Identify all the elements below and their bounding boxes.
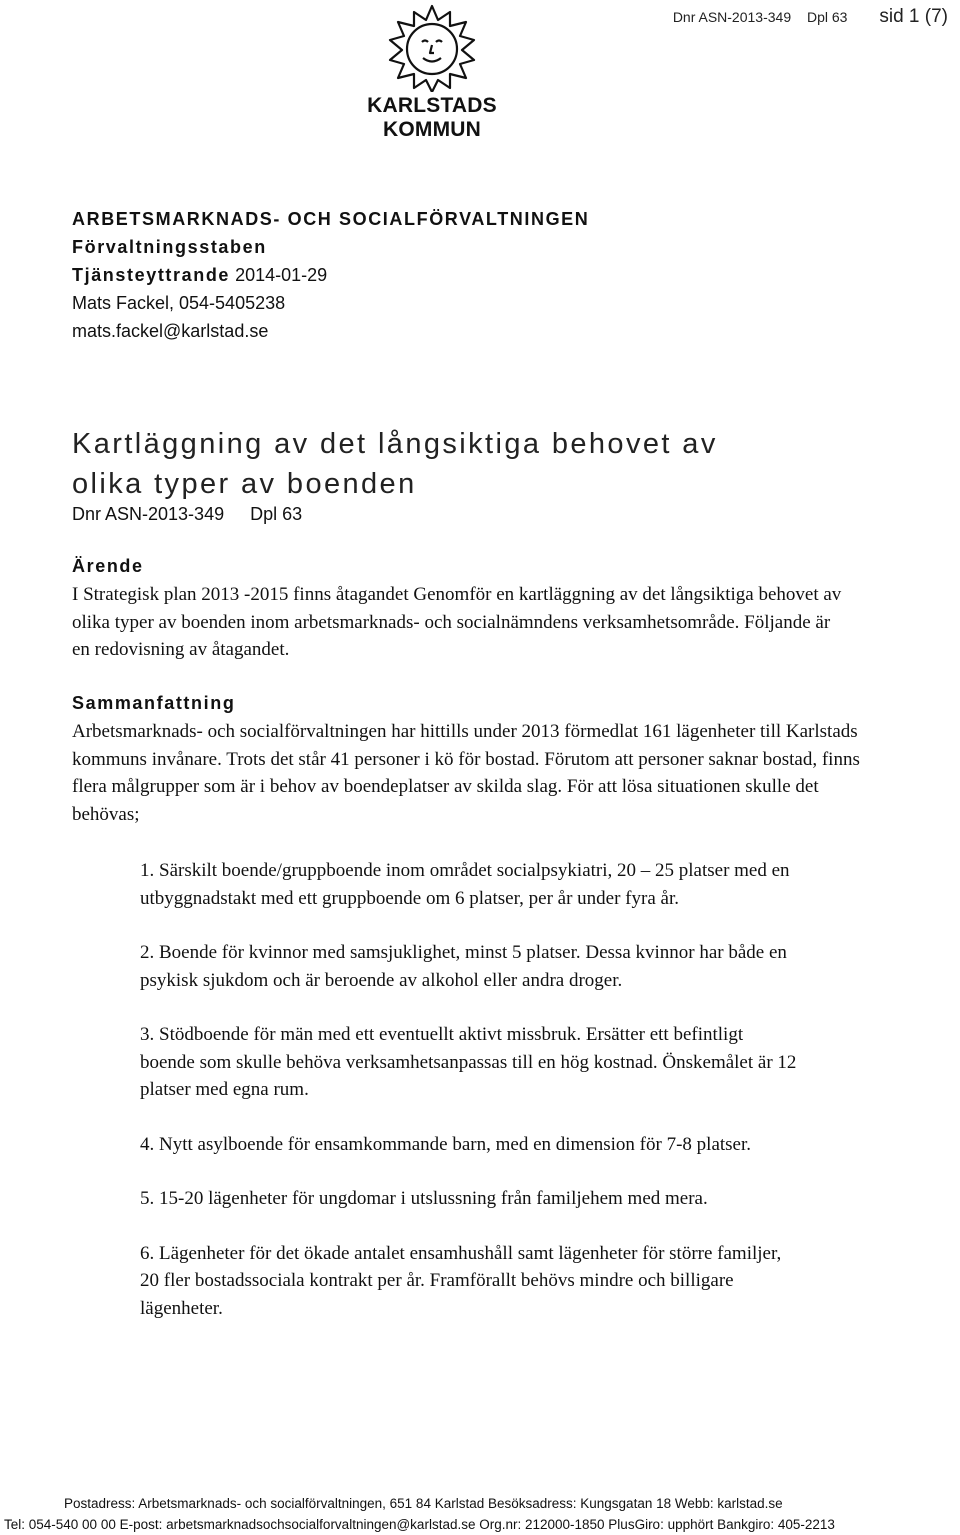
karlstad-logo — [316, 4, 548, 142]
reference-dpl: Dpl 63 — [250, 504, 303, 524]
document-date: 2014-01-29 — [235, 265, 328, 285]
arende-section — [72, 556, 852, 664]
list-item: 3. Stödboende för män med ett eventuellt aktivt missbruk. Ersätter ett befintligt boende som skulle behöva verksamhetsanpassas till en hög kostnad. Önskemålet är 12 platser med egna rum. — [140, 1024, 797, 1100]
title-line-1: Kartläggning av det långsiktiga behovet av — [72, 428, 718, 460]
contact-email: mats.fackel@karlstad.se — [72, 321, 269, 341]
document-reference — [72, 504, 302, 525]
officer-label: Tjänsteyttrande — [72, 265, 231, 285]
needs-list — [140, 857, 800, 1349]
reference-dnr: Dnr ASN-2013-349 — [72, 504, 225, 524]
list-item: 4. Nytt asylboende för ensamkommande barn, med en dimension för 7-8 platser. — [140, 1133, 752, 1155]
title-line-2: olika typer av boenden — [72, 468, 417, 500]
footer-contact: Tel: 054-540 00 00 E-post: arbetsmarknadsochsocialforvaltningen@karlstad.se Org.nr: 212000-1850 PlusGiro: upphört Bankgiro: 405-2213 — [4, 1517, 835, 1532]
footer-address: Postadress: Arbetsmarknads- och socialförvaltningen, 651 84 Karlstad Besöksadress: Kungsgatan 18 Webb: karlstad.se — [64, 1496, 783, 1511]
document-title — [72, 424, 718, 504]
sender-block — [72, 205, 589, 345]
summary-body: Arbetsmarknads- och socialförvaltningen har hittills under 2013 förmedlat 161 lägenheter till Karlstads kommuns invånare. Trots det står 41 personer i kö för bostad. Förutom att personer saknar bostad, finns flera målgrupper som är i behov av boendeplatser av skilda slag. För att lösa situationen skulle det behövas; — [72, 721, 860, 825]
summary-section — [72, 693, 872, 828]
arende-heading: Ärende — [72, 556, 144, 576]
arende-body: I Strategisk plan 2013 -2015 finns åtagandet Genomför en kartläggning av det långsiktiga behovet av olika typer av boenden inom arbetsmarknads- och socialnämndens verksamhetsområde. Följande är en redovisning av åtagandet. — [72, 584, 842, 660]
unit-name: Förvaltningsstaben — [72, 237, 267, 257]
page-footer — [0, 1493, 960, 1535]
sun-logo-icon — [386, 4, 478, 92]
department-name: ARBETSMARKNADS- OCH SOCIALFÖRVALTNINGEN — [72, 209, 590, 229]
page-header — [661, 6, 948, 28]
page-number: sid 1 (7) — [879, 6, 948, 27]
contact-person: Mats Fackel, 054-5405238 — [72, 293, 286, 313]
header-dnr: Dnr ASN-2013-349 — [672, 9, 792, 25]
summary-heading: Sammanfattning — [72, 693, 236, 713]
list-item: 2. Boende för kvinnor med samsjuklighet, minst 5 platser. Dessa kvinnor har både en psykisk sjukdom och är beroende av alkohol eller andra droger. — [140, 942, 787, 991]
header-dpl: Dpl 63 — [807, 9, 848, 25]
list-item: 5. 15-20 lägenheter för ungdomar i utslussning från familjehem med mera. — [140, 1188, 708, 1209]
list-item: 1. Särskilt boende/gruppboende inom området socialpsykiatri, 20 – 25 platser med en utbyggnadstakt med ett gruppboende om 6 platser, per år under fyra år. — [140, 860, 790, 909]
logo-text: KARLSTADS KOMMUN — [367, 94, 497, 141]
list-item: 6. Lägenheter för det ökade antalet ensamhushåll samt lägenheter för större familjer, 20 fler bostadssociala kontrakt per år. Framförallt behövs mindre och billigare lägenheter. — [140, 1242, 782, 1319]
